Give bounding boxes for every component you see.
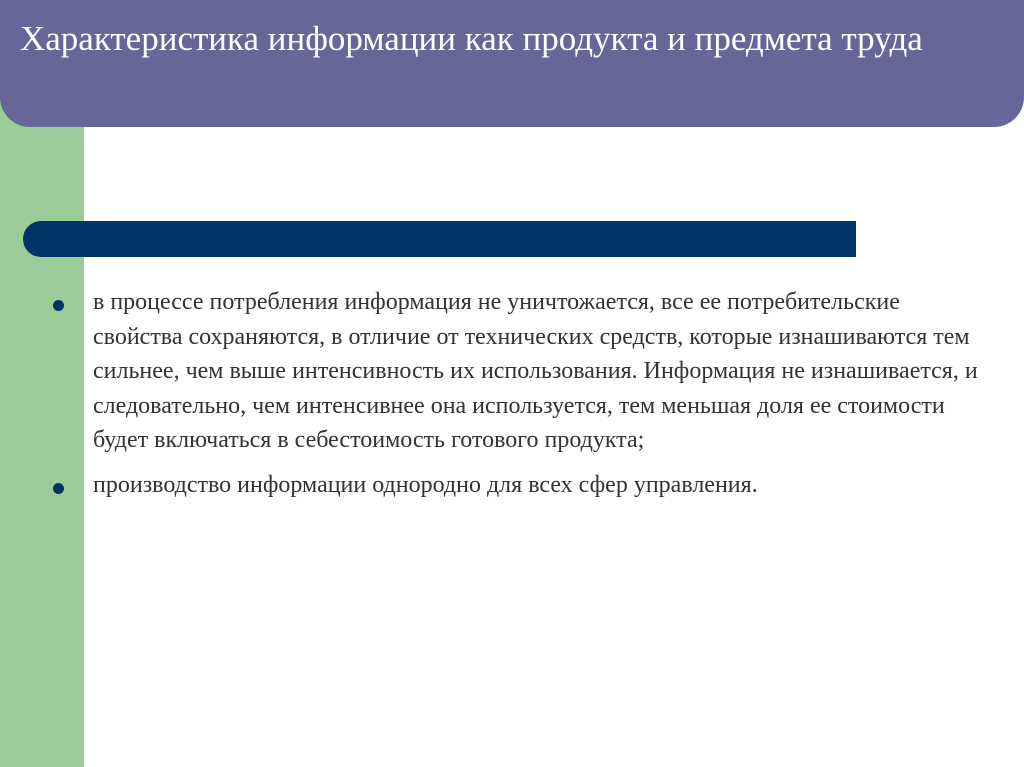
slide-title: Характеристика информации как продукта и предмета труда bbox=[20, 19, 923, 58]
bullet-text: производство информации однородно для всех сфер управления. bbox=[93, 471, 758, 498]
title-banner bbox=[0, 0, 1024, 127]
bullet-item bbox=[48, 285, 978, 458]
divider-bar bbox=[23, 221, 856, 257]
bullet-text: в процессе потребления информация не уничтожается, все ее потребительские свойства сохраняются, в отличие от технических средств, которые изнашиваются тем сильнее, чем выше интенсивность их использования. Информация не изнашивается, и следовательно, чем интенсивнее она используется, тем меньшая доля ее стоимости будет включаться в себестоимость готового продукта; bbox=[93, 289, 978, 453]
bullet-dot-icon bbox=[53, 300, 64, 311]
bullet-item bbox=[48, 468, 978, 503]
bullet-list bbox=[48, 285, 978, 512]
bullet-dot-icon bbox=[53, 483, 64, 494]
